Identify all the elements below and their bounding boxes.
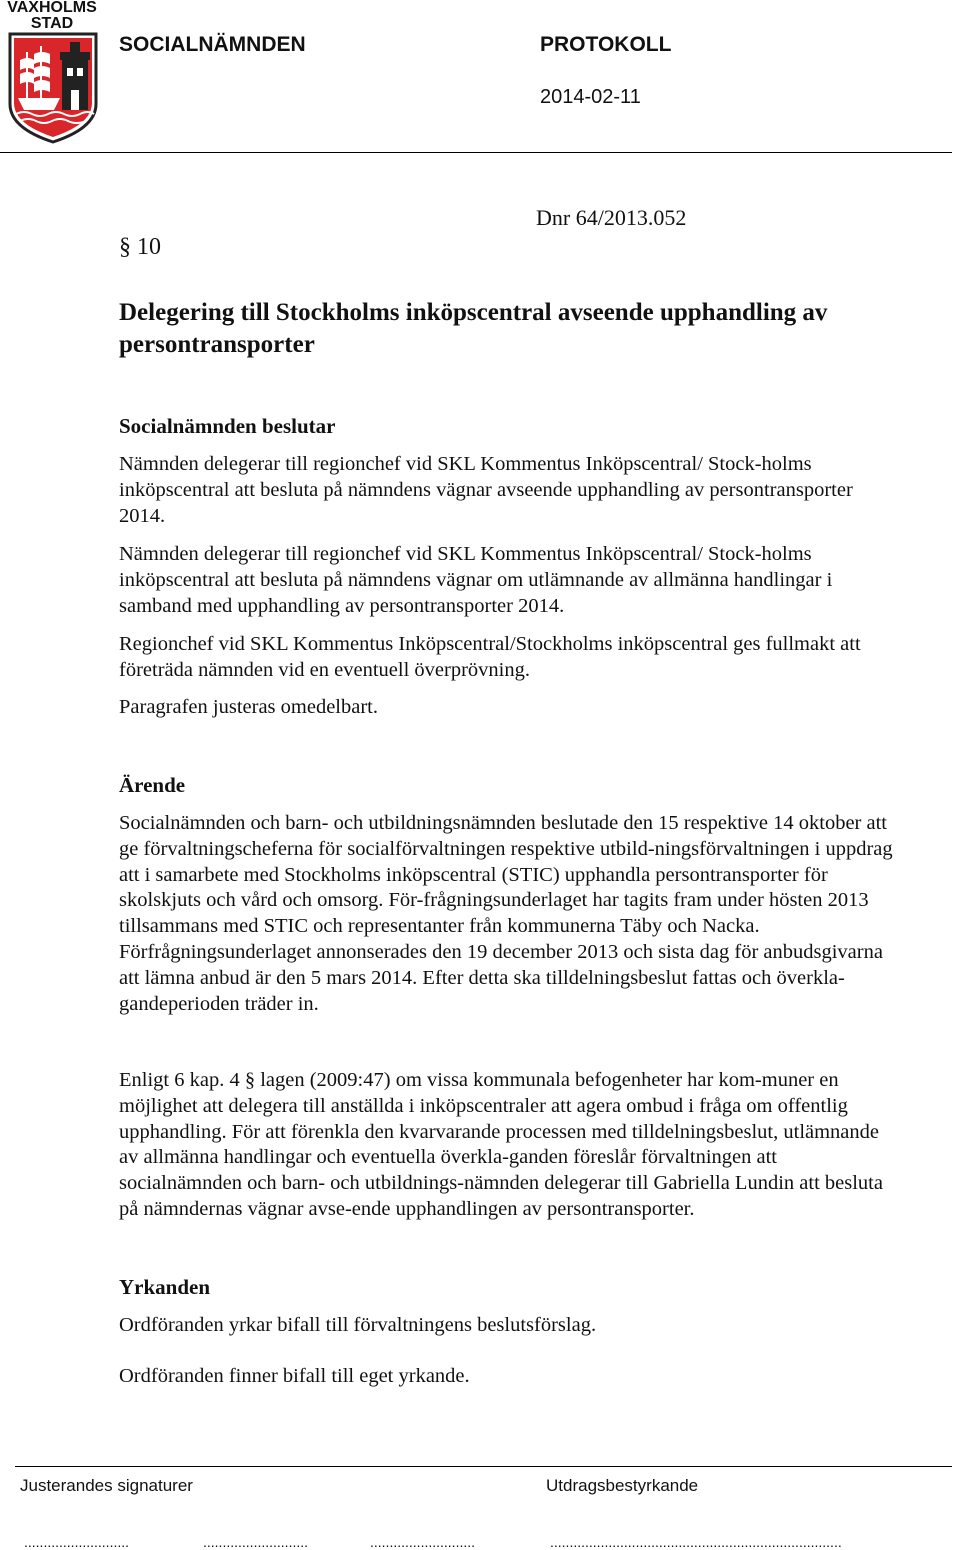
decision-paragraph: Nämnden delegerar till regionchef vid SKL Kommentus Inköpscentral/ Stock-holms inköpscentral att besluta på nämndens vägnar avseende upphandling av persontransporter 2014.	[119, 453, 853, 527]
signature-line: ...........................	[203, 1534, 309, 1550]
matter-paragraph: Enligt 6 kap. 4 § lagen (2009:47) om vissa kommunala befogenheter har kom-muner en möjlighet att delegera till anställda i inköpscentraler att agera ombud i fråga om offentlig upphandling. För att förenkla den kvarvarande processen med tilldelningsbeslut, utlämnande av allmänna handlingar och eventuella överkla-ganden föreslår förvaltningen att socialnämnden och barn- och utbildnings-nämnden delegerar till Gabriella Lundin att besluta på nämndernas vägnar avse-ende upphandlingen av persontransporter.	[119, 1069, 883, 1220]
city-coat-of-arms-icon	[4, 0, 102, 146]
footer-divider	[15, 1466, 952, 1467]
decision-paragraph: Regionchef vid SKL Kommentus Inköpscentral/Stockholms inköpscentral ges fullmakt att företräda nämnden vid en eventuell överprövning.	[119, 633, 861, 681]
signatures-label: Justerandes signaturer	[20, 1476, 193, 1495]
motions-paragraph: Ordföranden finner bifall till eget yrkande.	[119, 1365, 470, 1387]
organization-name: SOCIALNÄMNDEN	[119, 33, 306, 56]
header-divider	[0, 152, 952, 153]
paragraph-number: § 10	[119, 234, 161, 260]
decision-paragraph: Paragrafen justeras omedelbart.	[119, 696, 378, 718]
matter-heading: Ärende	[119, 773, 186, 797]
certification-label: Utdragsbestyrkande	[546, 1476, 699, 1495]
motions-paragraph: Ordföranden yrkar bifall till förvaltningens beslutsförslag.	[119, 1314, 597, 1336]
signature-line: ...........................	[24, 1534, 130, 1550]
decision-paragraph: Nämnden delegerar till regionchef vid SKL Kommentus Inköpscentral/ Stock-holms inköpscentral att besluta på nämndens vägnar om utlämnande av allmänna handlingar i samband med upphandling av persontransporter 2014.	[119, 543, 833, 617]
decision-heading: Socialnämnden beslutar	[119, 414, 336, 438]
meeting-date: 2014-02-11	[540, 86, 641, 108]
motions-heading: Yrkanden	[119, 1275, 211, 1299]
logo-wordmark: VAXHOLMS STAD	[7, 0, 97, 32]
certification-line: ...........................................................................	[550, 1534, 842, 1550]
signature-line: ...........................	[370, 1534, 476, 1550]
case-title: Delegering till Stockholms inköpscentral avseende upphandling av persontransporter	[119, 299, 828, 358]
case-number: Dnr 64/2013.052	[536, 205, 687, 230]
matter-paragraph: Socialnämnden och barn- och utbildningsnämnden beslutade den 15 respektive 14 oktober att ge förvaltningscheferna för socialförvaltningen respektive utbild-ningsförvaltningen i uppdrag att i samarbete med Stockholms inköpscentral (STIC) upphandla persontransporter för skolskjuts och vård och omsorg. För-frågningsunderlaget har tagits fram under hösten 2013 tillsammans med STIC och representanter från kommunerna Täby och Nacka. Förfrågningsunderlaget annonserades den 19 december 2013 och sista dag för anbudsgivarna att lämna anbud är den 5 mars 2014. Efter detta ska tilldelningsbeslut fattas och överkla-gandeperioden träder in.	[119, 812, 893, 1015]
document-type: PROTOKOLL	[540, 33, 672, 56]
